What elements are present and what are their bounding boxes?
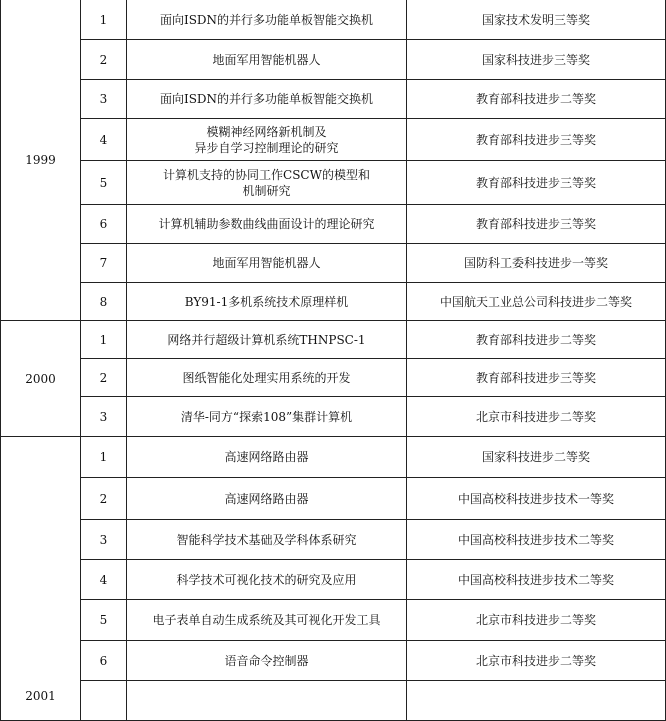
project-name: 网络并行超级计算机系统THNPSC-1 [127,321,407,359]
table-row [1,641,666,681]
table-row [1,205,666,244]
row-number: 1 [81,0,127,40]
table-row [1,283,666,321]
row-number: 1 [81,321,127,359]
award-name [407,681,666,721]
project-name: 语音命令控制器 [127,641,407,681]
award-name: 教育部科技进步三等奖 [407,205,666,244]
project-name: 智能科学技术基础及学科体系研究 [127,520,407,560]
year-cell: 2001 [1,437,81,721]
row-number: 8 [81,283,127,321]
project-name: 科学技术可视化技术的研究及应用 [127,560,407,600]
project-name: 计算机辅助参数曲线曲面设计的理论研究 [127,205,407,244]
award-name: 教育部科技进步三等奖 [407,119,666,161]
row-number: 3 [81,397,127,437]
table-row [1,681,666,721]
row-number: 5 [81,161,127,205]
row-number: 3 [81,520,127,560]
award-name: 中国高校科技进步技术二等奖 [407,560,666,600]
project-name: 高速网络路由器 [127,478,407,520]
project-name: 面向ISDN的并行多功能单板智能交换机 [127,80,407,119]
table-row [1,80,666,119]
project-name: 清华-同方“探索108”集群计算机 [127,397,407,437]
award-name: 北京市科技进步二等奖 [407,641,666,681]
award-name: 国家科技进步二等奖 [407,437,666,478]
award-name: 国家技术发明三等奖 [407,0,666,40]
row-number: 2 [81,478,127,520]
year-cell: 1999 [1,0,81,321]
award-name: 国家科技进步三等奖 [407,40,666,80]
award-name: 中国高校科技进步技术二等奖 [407,520,666,560]
table-row [1,600,666,641]
row-number [81,681,127,721]
award-name: 中国航天工业总公司科技进步二等奖 [407,283,666,321]
table-row [1,359,666,397]
project-name: 高速网络路由器 [127,437,407,478]
row-number: 2 [81,359,127,397]
table-row [1,0,666,40]
award-name: 中国高校科技进步技术一等奖 [407,478,666,520]
table-row [1,321,666,359]
table-row [1,478,666,520]
project-name: 面向ISDN的并行多功能单板智能交换机 [127,0,407,40]
award-name: 北京市科技进步二等奖 [407,397,666,437]
row-number: 2 [81,40,127,80]
award-name: 教育部科技进步二等奖 [407,321,666,359]
year-cell: 2000 [1,321,81,437]
table-row [1,560,666,600]
row-number: 1 [81,437,127,478]
award-name: 教育部科技进步二等奖 [407,80,666,119]
table-row [1,437,666,478]
project-name: 地面军用智能机器人 [127,244,407,283]
project-name: 地面军用智能机器人 [127,40,407,80]
table-row [1,119,666,161]
project-name: BY91-1多机系统技术原理样机 [127,283,407,321]
row-number: 6 [81,641,127,681]
table-row [1,397,666,437]
project-name: 图纸智能化处理实用系统的开发 [127,359,407,397]
award-name: 教育部科技进步三等奖 [407,359,666,397]
row-number: 5 [81,600,127,641]
award-name: 国防科工委科技进步一等奖 [407,244,666,283]
award-name: 教育部科技进步三等奖 [407,161,666,205]
project-name: 模糊神经网络新机制及 异步自学习控制理论的研究 [127,119,407,161]
row-number: 4 [81,119,127,161]
project-name [127,681,407,721]
table-row [1,520,666,560]
project-name: 计算机支持的协同工作CSCW的模型和 机制研究 [127,161,407,205]
row-number: 3 [81,80,127,119]
table-row [1,161,666,205]
row-number: 6 [81,205,127,244]
table-row [1,244,666,283]
row-number: 4 [81,560,127,600]
row-number: 7 [81,244,127,283]
table-row [1,40,666,80]
project-name: 电子表单自动生成系统及其可视化开发工具 [127,600,407,641]
award-name: 北京市科技进步二等奖 [407,600,666,641]
